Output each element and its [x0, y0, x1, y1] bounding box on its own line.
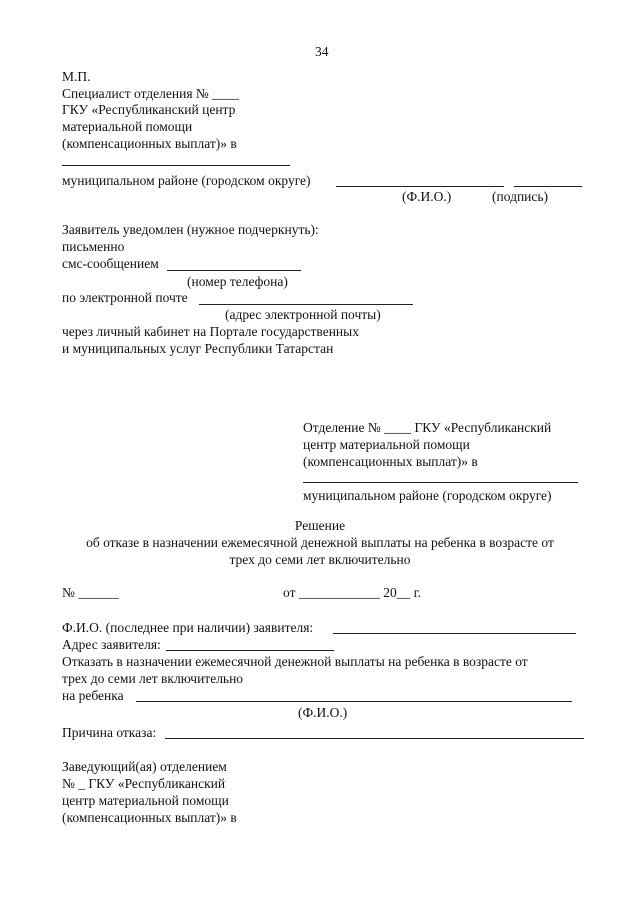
- decision-title: Решение: [294, 518, 346, 533]
- stamp-place-label: М.П.: [62, 69, 91, 84]
- specialist-signature-line: [514, 186, 582, 187]
- refusal-line-1: Отказать в назначении ежемесячной денежной выплаты на ребенка в возрасте от: [62, 654, 528, 669]
- notification-sms-label: смс-сообщением: [62, 256, 159, 271]
- addressee-line-3: (компенсационных выплат)» в: [303, 454, 478, 469]
- addressee-line-1: Отделение № ____ ГКУ «Республиканский: [303, 420, 552, 435]
- refusal-reason-line: [165, 738, 584, 739]
- notification-email-label: по электронной почте: [62, 290, 188, 305]
- applicant-fio-line: [333, 633, 576, 634]
- applicant-address-line: [166, 650, 334, 651]
- phone-caption: (номер телефона): [187, 274, 288, 289]
- child-label: на ребенка: [62, 688, 124, 703]
- notification-heading: Заявитель уведомлен (нужное подчеркнуть):: [62, 222, 319, 237]
- child-fio-caption: (Ф.И.О.): [298, 705, 348, 720]
- specialist-line-4: (компенсационных выплат)» в: [62, 136, 237, 151]
- notification-portal-line-1: через личный кабинет на Портале государственных: [62, 324, 359, 339]
- notification-portal-line-2: и муниципальных услуг Республики Татарстан: [62, 341, 334, 356]
- specialist-line-1: Специалист отделения № ____: [62, 86, 240, 101]
- email-caption: (адрес электронной почты): [225, 307, 381, 322]
- applicant-fio-label: Ф.И.О. (последнее при наличии) заявителя:: [62, 620, 314, 635]
- child-fio-line: [136, 701, 572, 702]
- addressee-line-4: муниципальном районе (городском округе): [303, 488, 552, 503]
- decision-date-field: от ____________ 20__ г.: [283, 585, 421, 600]
- specialist-line-3: материальной помощи: [62, 119, 193, 134]
- notification-written: письменно: [62, 239, 125, 254]
- specialist-signature-caption: (подпись): [492, 189, 549, 204]
- head-line-1: Заведующий(ая) отделением: [62, 759, 227, 774]
- head-line-4: (компенсационных выплат)» в: [62, 810, 237, 825]
- email-blank-line: [199, 304, 413, 305]
- addressee-municipality-line: [303, 482, 578, 483]
- refusal-line-2: трех до семи лет включительно: [62, 671, 244, 686]
- decision-number-field: № ______: [62, 585, 119, 600]
- applicant-address-label: Адрес заявителя:: [62, 637, 161, 652]
- addressee-line-2: центр материальной помощи: [303, 437, 470, 452]
- decision-subtitle-line-2: трех до семи лет включительно: [229, 552, 411, 567]
- refusal-reason-label: Причина отказа:: [62, 725, 157, 740]
- decision-subtitle-line-1: об отказе в назначении ежемесячной денежной выплаты на ребенка в возрасте от: [86, 535, 554, 550]
- page-number: 34: [315, 44, 329, 59]
- specialist-line-2: ГКУ «Республиканский центр: [62, 102, 236, 117]
- head-line-3: центр материальной помощи: [62, 793, 229, 808]
- head-line-2: № _ ГКУ «Республиканский: [62, 776, 226, 791]
- specialist-fio-caption: (Ф.И.О.): [402, 189, 452, 204]
- municipality-blank-line: [62, 165, 290, 166]
- specialist-fio-line: [336, 186, 504, 187]
- phone-blank-line: [167, 270, 301, 271]
- specialist-municipal-label: муниципальном районе (городском округе): [62, 173, 311, 188]
